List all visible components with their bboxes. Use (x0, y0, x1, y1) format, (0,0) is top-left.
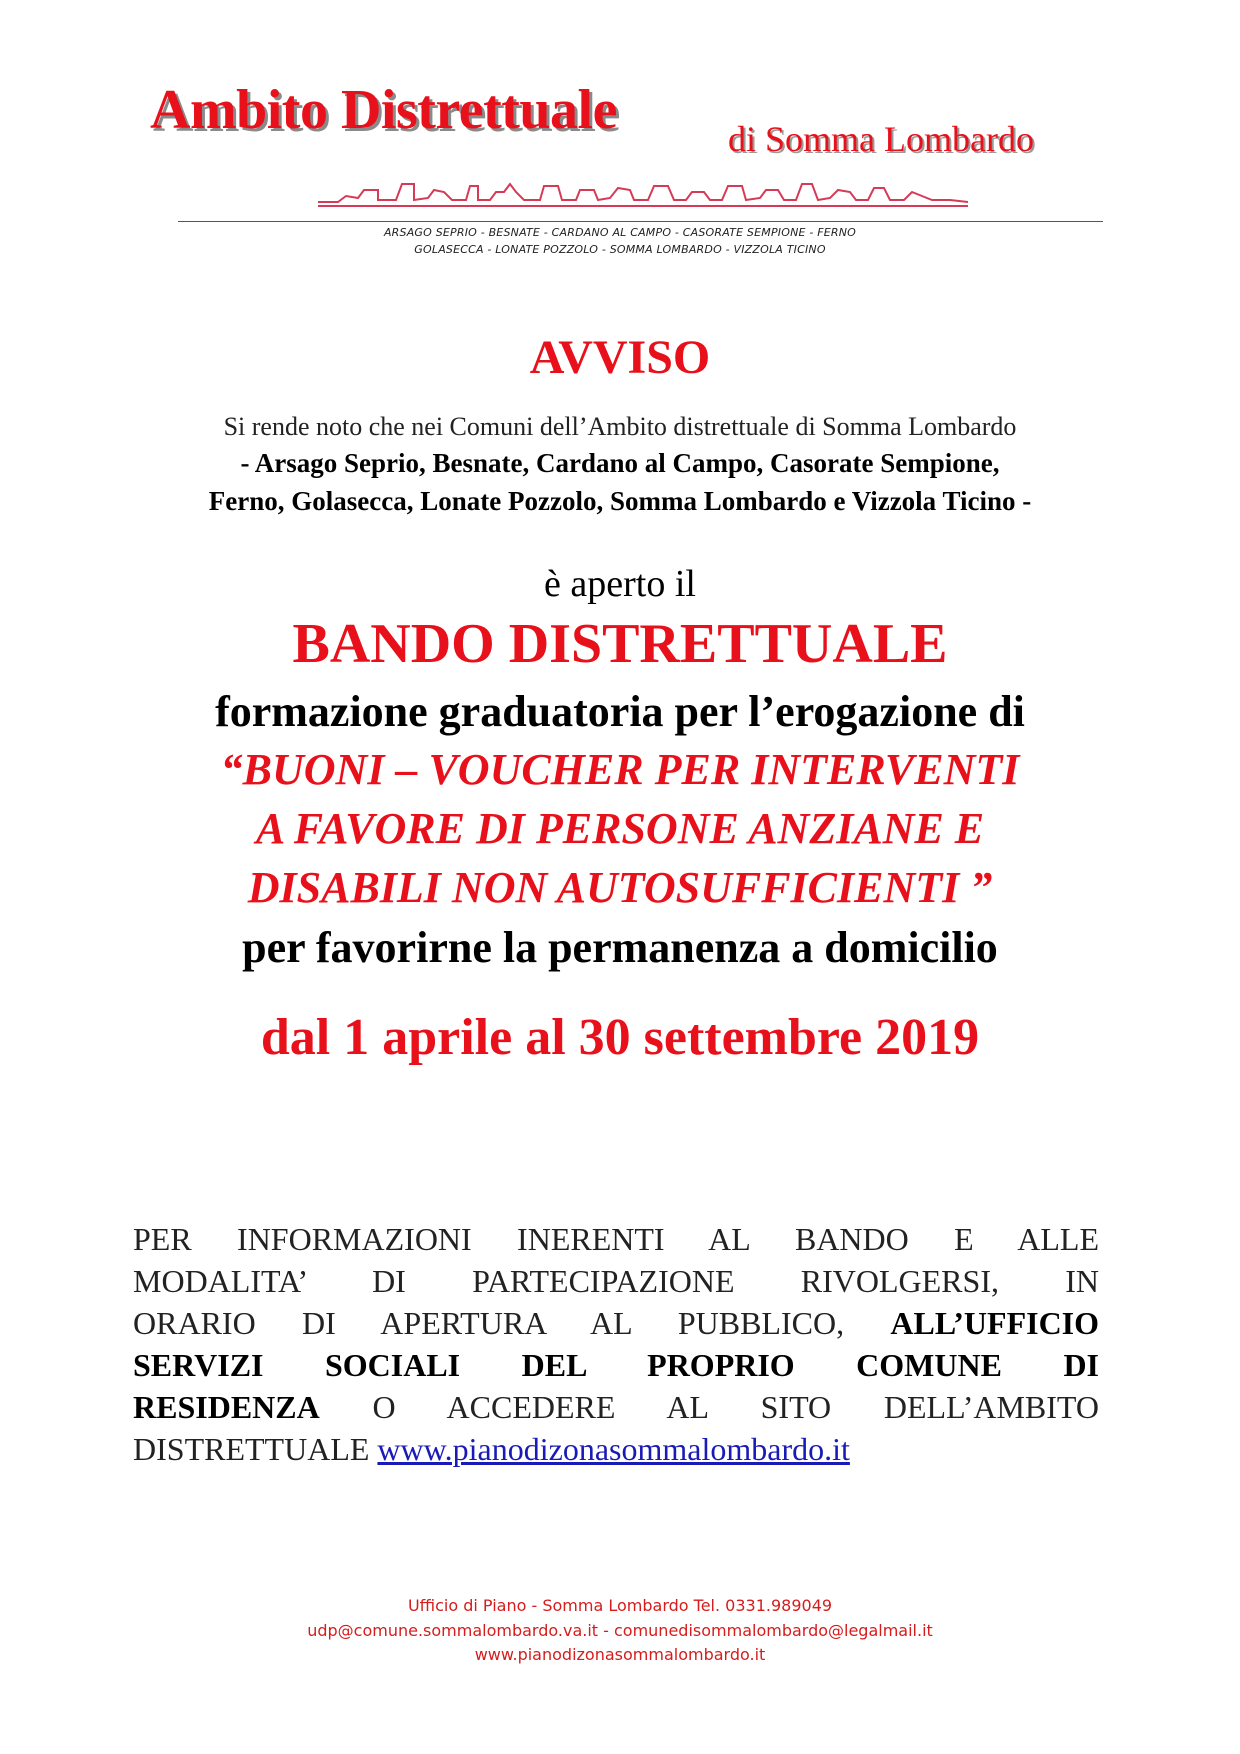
website-link[interactable]: www.pianodizonasommalombardo.it (377, 1431, 850, 1467)
header-subtitle: di Somma Lombardo (728, 119, 1034, 159)
info-line-2: MODALITA’ DI PARTECIPAZIONE RIVOLGERSI, IN (133, 1263, 1099, 1299)
voucher-title-line-3: DISABILI NON AUTOSUFFICIENTI ” (247, 863, 993, 912)
info-line-4: SERVIZI SOCIALI DEL PROPRIO COMUNE DI (133, 1347, 1099, 1383)
notice-heading: AVVISO (529, 331, 711, 384)
comuni-list-line-1: - Arsago Seprio, Besnate, Cardano al Campo, Casorate Sempione, (240, 448, 1000, 478)
permanenza-text: per favorirne la permanenza a domicilio (242, 923, 998, 972)
header-divider (178, 221, 1103, 222)
aperto-text: è aperto il (544, 563, 696, 605)
info-line-1: PER INFORMAZIONI INERENTI AL BANDO E ALLE (133, 1221, 1099, 1257)
voucher-title-line-2: A FAVORE DI PERSONE ANZIANE E (255, 804, 985, 853)
info-line-3 (133, 1302, 1099, 1344)
towns-line-1: ARSAGO SEPRIO - BESNATE - CARDANO AL CAMPO - CASORATE SEMPIONE - FERNO (383, 226, 857, 239)
town-skyline-logo (318, 176, 968, 210)
info-paragraph (133, 1218, 1099, 1470)
footer-website: www.pianodizonasommalombardo.it (474, 1645, 766, 1664)
footer-emails: udp@comune.sommalombardo.va.it - comunedisommalombardo@legalmail.it (307, 1621, 933, 1640)
info-line-5-text: O ACCEDERE AL SITO DELL’AMBITO (372, 1389, 1100, 1425)
footer-office: Ufficio di Piano - Somma Lombardo Tel. 0331.989049 (407, 1596, 833, 1615)
towns-line-2: GOLASECCA - LONATE POZZOLO - SOMMA LOMBARDO - VIZZOLA TICINO (414, 243, 826, 256)
notice-intro: Si rende noto che nei Comuni dell’Ambito distrettuale di Somma Lombardo (223, 412, 1017, 441)
info-residenza-bold: RESIDENZA (133, 1389, 320, 1425)
info-line-5 (133, 1386, 1099, 1428)
header-title: Ambito Distrettuale (150, 79, 617, 141)
info-line-6 (133, 1428, 1099, 1470)
bando-title: BANDO DISTRETTUALE (292, 613, 948, 675)
bando-dates: dal 1 aprile al 30 settembre 2019 (260, 1009, 980, 1066)
comuni-list-line-2: Ferno, Golasecca, Lonate Pozzolo, Somma Lombardo e Vizzola Ticino - (208, 486, 1032, 516)
info-line-6-text: DISTRETTUALE (133, 1431, 370, 1467)
voucher-title-line-1: “BUONI – VOUCHER PER INTERVENTI (220, 745, 1020, 794)
info-line-3-text: ORARIO DI APERTURA AL PUBBLICO, (133, 1305, 845, 1341)
formazione-text: formazione graduatoria per l’erogazione di (215, 687, 1025, 736)
info-ufficio-bold: ALL’UFFICIO (890, 1305, 1100, 1341)
